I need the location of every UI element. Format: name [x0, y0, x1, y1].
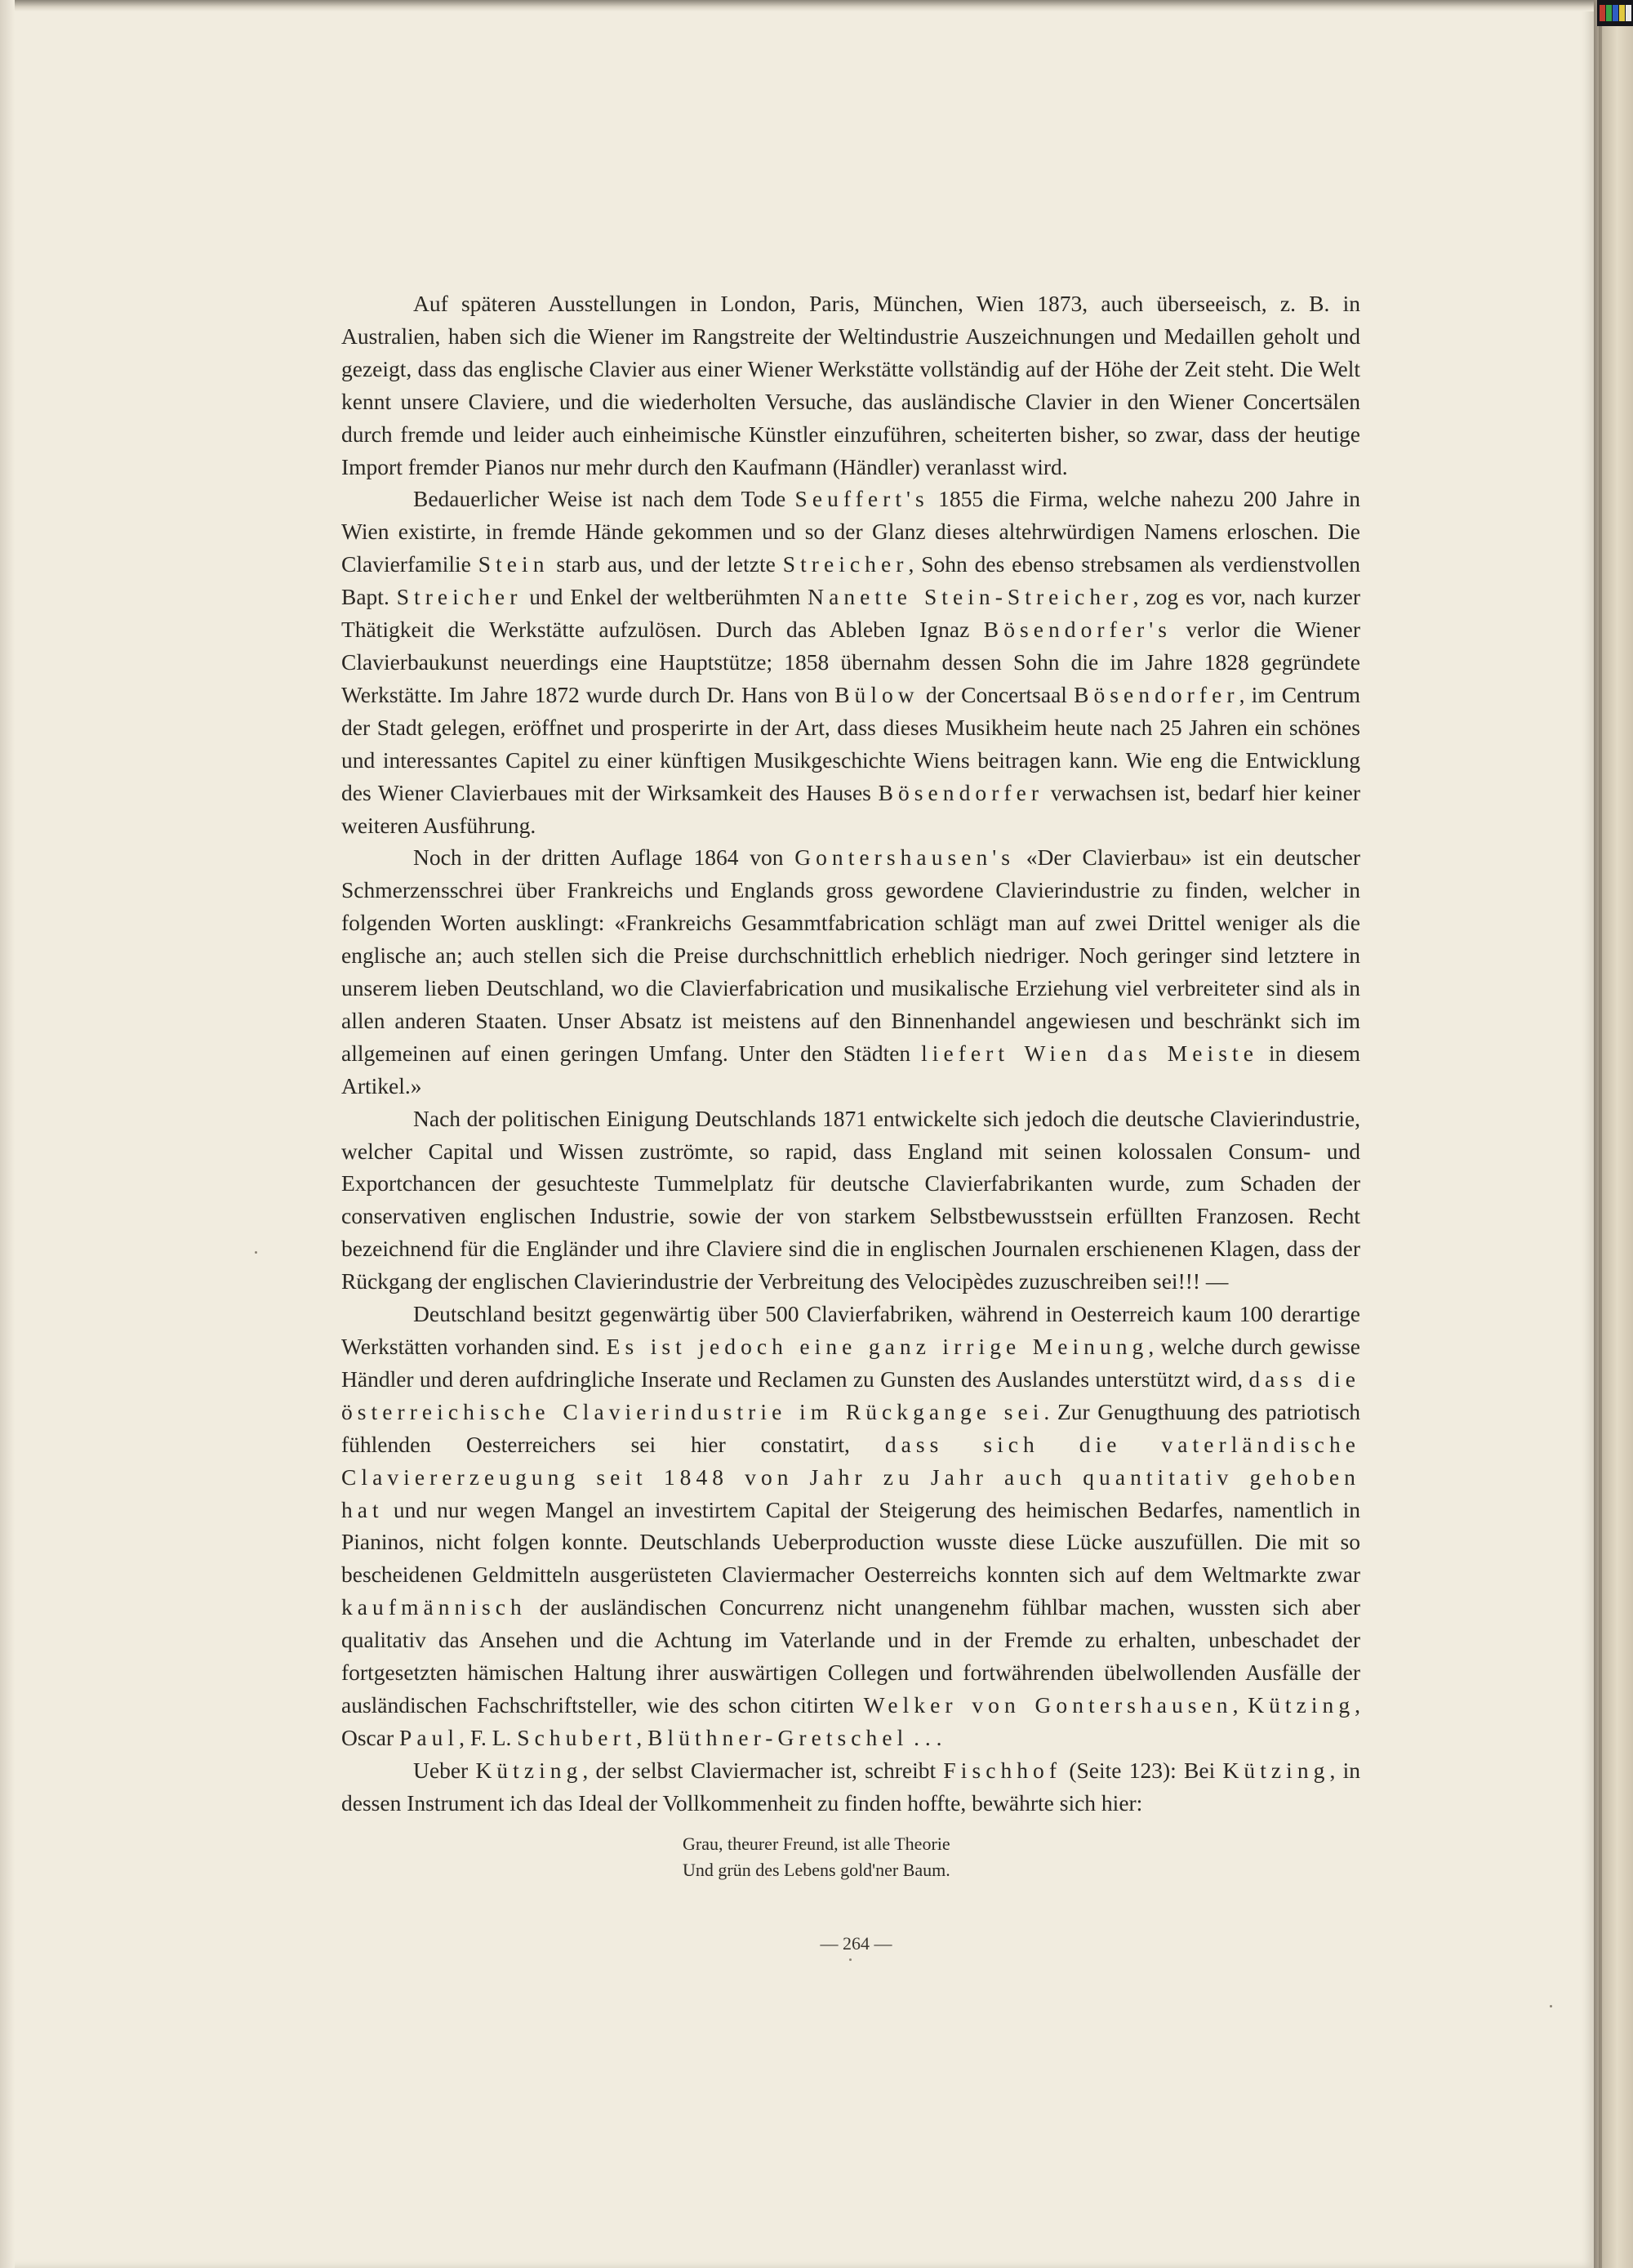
paragraph-6: Ueber Kützing, der selbst Claviermacher ist, schreibt Fischhof (Seite 123): Bei Kützing, in dessen Instrument ich das Ideal der Vollkommenheit zu finden hoffte, bewährte sich hier: — [341, 1757, 1360, 1816]
page-number: — 264 — — [820, 1933, 892, 1954]
color-swatch — [1619, 5, 1625, 21]
color-swatch — [1613, 5, 1618, 21]
page-left-edge — [0, 0, 15, 2268]
paragraph-3: Noch in der dritten Auflage 1864 von Gontershausen's «Der Clavierbau» ist ein deutscher Schmerzensschrei über Frankreichs und Englands gross gewordene Clavierindustrie zu finden, welcher in folgenden Worten ausklingt: «Frankreichs Gesammtfabrication schlägt man auf zwei Drittel weniger als die englische an; auch stellen sich die Preise durchschnittlich erheblich niedriger. Noch geringer sind letztere in unserem lieben Deutschland, wo die Clavierfabrication und musikalische Erziehung viel verbreiteter sind als in allen anderen Staaten. Unser Absatz ist meistens auf den Binnenhandel angewiesen und beschränkt sich im allgemeinen auf einen geringen Umfang. Unter den Städten liefert Wien das Meiste in diesem Artikel.» — [341, 844, 1360, 1098]
scan-color-target — [1597, 0, 1633, 26]
book-edge-shadow — [1599, 0, 1602, 2268]
paragraph-1: Auf späteren Ausstellungen in London, Paris, München, Wien 1873, auch überseeisch, z. B. in Australien, haben sich die Wiener im Rangstreite der Weltindustrie Auszeichnungen und Medaillen geholt und gezeigt, dass das englische Clavier aus einer Wiener Werkstätte vollständig auf der Höhe der Zeit steht. Die Welt kennt unsere Claviere, und die wiederholten Versuche, das ausländische Clavier in den Wiener Concertsälen durch fremde und leider auch einheimische Künstler einzuführen, scheiterten bisher, so zwar, dass der heutige Import fremder Pianos nur mehr durch den Kaufmann (Händler) veranlasst wird. — [341, 291, 1360, 479]
paragraph-2: Bedauerlicher Weise ist nach dem Tode Seuffert's 1855 die Firma, welche nahezu 200 Jahre in Wien existirte, in fremde Hände gekommen und so der Glanz dieses altehrwürdigen Namens erloschen. Die Clavierfamilie Stein starb aus, und der letzte Streicher, Sohn des ebenso strebsamen als verdienstvollen Bapt. Streicher und Enkel der weltberühmten Nanette Stein-Streicher, zog es vor, nach kurzer Thätigkeit die Werkstätte aufzulösen. Durch das Ableben Ignaz Bösendorfer's verlor die Wiener Clavierbaukunst neuerdings eine Hauptstütze; 1858 übernahm dessen Sohn die im Jahre 1828 gegründete Werkstätte. Im Jahre 1872 wurde durch Dr. Hans von Bülow der Concertsaal Bösendorfer, im Centrum der Stadt gelegen, eröffnet und prosperirte in der Art, dass dieses Musikheim heute nach 25 Jahren ein schönes und interessantes Capitel zu einer künftigen Musikgeschichte Wiens beitragen kann. Wie eng die Entwicklung des Wiener Clavierbaues mit der Wirksamkeit des Hauses Bösendorfer verwachsen ist, bedarf hier keiner weiteren Ausführung. — [341, 486, 1361, 838]
paragraph-4: Nach der politischen Einigung Deutschlands 1871 entwickelte sich jedoch die deutsche Clavierindustrie, welcher Capital und Wissen zuströmte, so rapid, dass England mit seinen kolossalen Consum- und Exportchancen der gesuchteste Tummelplatz für deutsche Clavierfabrikanten wurde, zum Schaden der conservativen englischen Industrie, sowie der von starkem Selbstbewusstsein erfüllten Franzosen. Recht bezeichnend für die Engländer und ihre Claviere sind die in englischen Journalen erschienenen Klagen, dass der Rückgang der englischen Clavierindustrie der Verbreitung des Velocipèdes zuzuschreiben sei!!! — — [341, 1105, 1360, 1294]
color-swatch — [1606, 5, 1612, 21]
body-text — [341, 287, 1360, 1883]
paper-speck — [1550, 2005, 1552, 2007]
verse-line-1: Grau, theurer Freund, ist alle Theorie — [683, 1833, 950, 1854]
book-edge — [1594, 0, 1633, 2268]
verse-quote — [341, 1831, 1360, 1883]
color-swatch — [1626, 5, 1631, 21]
page-top-edge — [0, 0, 1594, 11]
paragraph-5: Deutschland besitzt gegenwärtig über 500 Clavierfabriken, während in Oesterreich kaum 100 derartige Werkstätten vorhanden sind. Es ist jedoch eine ganz irrige Meinung, welche durch gewisse Händler und deren aufdringliche Inserate und Reclamen zu Gunsten des Auslandes unterstützt wird, dass die österreichische Clavierindustrie im Rückgange sei. Zur Genugthuung des patriotisch fühlenden Oesterreichers sei hier constatirt, dass sich die vaterländische Claviererzeugung seit 1848 von Jahr zu Jahr auch quantitativ gehoben hat und nur wegen Mangel an investirtem Capital der Steigerung des heimischen Bedarfes, namentlich in Pianinos, nicht folgen konnte. Deutschlands Ueberproduction wusste diese Lücke auszufüllen. Die mit so bescheidenen Geldmitteln ausgerüsteten Claviermacher Oesterreichs konnten sich auf dem Weltmarkte zwar kaufmännisch der ausländischen Concurrenz nicht unangenehm fühlbar machen, wussten sich aber qualitativ das Ansehen und die Achtung im Vaterlande und in der Fremde zu erhalten, unbeschadet der fortgesetzten hämischen Haltung ihrer auswärtigen Collegen und fortwährenden übelwollenden Ausfälle der ausländischen Fachschriftsteller, wie des schon citirten Welker von Gontershausen, Kützing, Oscar Paul, F. L. Schubert, Blüthner-Gretschel . . . — [341, 1301, 1361, 1750]
paper-speck — [255, 1251, 257, 1254]
verse-line-2: Und grün des Lebens gold'ner Baum. — [683, 1859, 950, 1880]
color-swatch — [1600, 5, 1605, 21]
paper-speck — [849, 1958, 852, 1961]
